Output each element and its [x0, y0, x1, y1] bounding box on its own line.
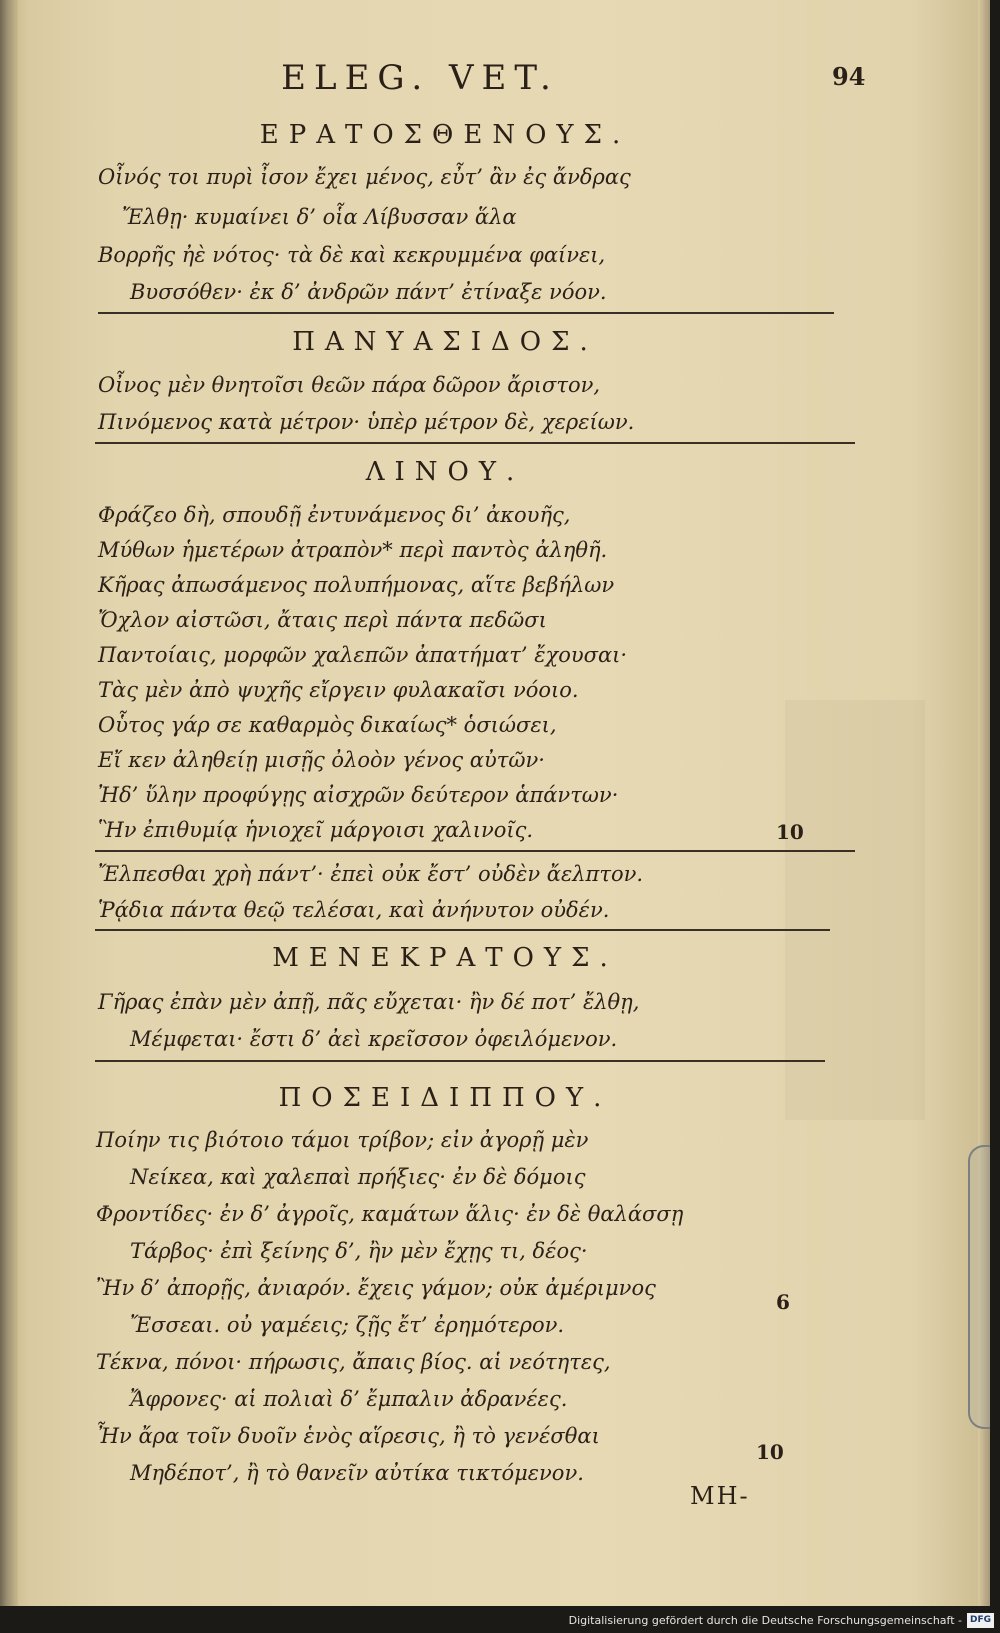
verse-line: Ἣν ἐπιθυμίᾳ ἡνιοχεῖ μάργοισι χαλινοῖς.	[98, 818, 534, 842]
verse-line: Τὰς μὲν ἀπὸ ψυχῆς εἴργειν φυλακαῖσι νόοιο.	[98, 678, 579, 702]
verse-line: Εἴ κεν ἀληθείῃ μισῇς ὀλοὸν γένος αὐτῶν·	[98, 748, 545, 772]
page-clip	[968, 1145, 990, 1429]
section-title-panyasidos: ΠΑΝΥΑΣΙΔΟΣ.	[292, 327, 598, 357]
section-title-linou: ΛΙΝΟΥ.	[365, 457, 525, 487]
footer-credit: Digitalisierung gefördert durch die Deutsche Forschungsgemeinschaft -	[568, 1614, 962, 1627]
folio-number: 94	[832, 62, 866, 91]
verse-line: Οἶνός τοι πυρὶ ἶσον ἔχει μένος, εὖτ’ ἂν ἐς ἄνδρας	[98, 165, 631, 189]
verse-line: Ὄχλον αἰστῶσι, ἄταις περὶ πάντα πεδῶσι	[98, 608, 547, 632]
verse-line: Ῥᾴδια πάντα θεῷ τελέσαι, καὶ ἀνήνυτον οὐδέν.	[98, 898, 610, 922]
verse-line: Ἔσσεαι. οὐ γαμέεις; ζῇς ἔτ’ ἐρημότερον.	[130, 1313, 565, 1337]
verse-line: Οἶνος μὲν θνητοῖσι θεῶν πάρα δῶρον ἄριστον,	[98, 373, 601, 397]
verse-line: Νείκεα, καὶ χαλεπαὶ πρήξιες· ἐν δὲ δόμοις	[130, 1165, 586, 1189]
section-rule	[95, 442, 855, 444]
section-rule	[95, 1060, 825, 1062]
verse-line: Τάρβος· ἐπὶ ξείνης δ’, ἢν μὲν ἔχῃς τι, δέος·	[130, 1239, 588, 1263]
verse-line: Ποίην τις βιότοιο τάμοι τρίβον; εἰν ἀγορῇ μὲν	[96, 1128, 589, 1152]
section-rule	[98, 312, 834, 314]
section-title-eratosthenes: ΕΡΑΤΟΣΘΕΝΟΥΣ.	[259, 120, 631, 150]
verse-line: Πινόμενος κατὰ μέτρον· ὑπὲρ μέτρον δὲ, χερείων.	[98, 410, 635, 434]
section-title-poseidippou: ΠΟΣΕΙΔΙΠΠΟΥ.	[278, 1083, 612, 1113]
verse-line: Ἦν ἄρα τοῖν δυοῖν ἑνὸς αἵρεσις, ἢ τὸ γενέσθαι	[96, 1424, 600, 1448]
section-rule	[95, 850, 855, 852]
show-through-area	[785, 700, 925, 1120]
line-number: 6	[776, 1290, 790, 1314]
line-number: 10	[756, 1440, 784, 1464]
verse-line: Ἢν δ’ ἀπορῇς, ἀνιαρόν. ἔχεις γάμον; οὐκ ἀμέριμνος	[96, 1276, 656, 1300]
footer-bar	[0, 1606, 1000, 1633]
verse-line: Ἔλθῃ· κυμαίνει δ’ οἷα Λίβυσσαν ἅλα	[122, 205, 517, 229]
verse-line: Μέμφεται· ἔστι δ’ ἀεὶ κρεῖσσον ὀφειλόμενον.	[130, 1027, 618, 1051]
verse-line: Ἄφρονες· αἱ πολιαὶ δ’ ἔμπαλιν ἀδρανέες.	[130, 1387, 568, 1411]
line-number: 10	[776, 820, 804, 844]
running-head: ELEG. VET.	[281, 58, 559, 98]
section-rule	[95, 929, 830, 931]
dfg-logo: DFG	[967, 1613, 994, 1628]
verse-line: Φράζεο δὴ, σπουδῇ ἐντυνάμενος δι’ ἀκουῆς,	[98, 503, 571, 527]
verse-line: Φροντίδες· ἐν δ’ ἀγροῖς, καμάτων ἅλις· ἐν δὲ θαλάσσῃ	[96, 1202, 684, 1226]
verse-line: Κῆρας ἀπωσάμενος πολυπήμονας, αἵτε βεβήλων	[98, 573, 615, 597]
verse-line: Γῆρας ἐπὰν μὲν ἀπῇ, πᾶς εὔχεται· ἢν δέ ποτ’ ἔλθῃ,	[98, 990, 640, 1014]
verse-line: Οὗτος γάρ σε καθαρμὸς δικαίως* ὁσιώσει,	[98, 713, 557, 737]
verse-line: Βυσσόθεν· ἐκ δ’ ἀνδρῶν πάντ’ ἐτίναξε νόον.	[130, 280, 607, 304]
verse-line: Βορρῆς ἠὲ νότος· τὰ δὲ καὶ κεκρυμμένα φαίνει,	[98, 243, 606, 267]
verse-line: Μηδέποτ’, ἢ τὸ θανεῖν αὐτίκα τικτόμενον.	[130, 1461, 584, 1485]
verse-line: Ἠδ’ ὕλην προφύγῃς αἰσχρῶν δεύτερον ἁπάντων·	[98, 783, 619, 807]
verse-line: Ἔλπεσθαι χρὴ πάντ’· ἐπεὶ οὐκ ἔστ’ οὐδὲν ἄελπτον.	[98, 862, 644, 886]
verse-line: Μύθων ἡμετέρων ἀτραπὸν* περὶ παντὸς ἀληθῆ.	[98, 538, 608, 562]
verse-line: Τέκνα, πόνοι· πήρωσις, ἄπαις βίος. αἱ νεότητες,	[96, 1350, 611, 1374]
verse-line: Παντοίαις, μορφῶν χαλεπῶν ἀπατήματ’ ἔχουσαι·	[98, 643, 628, 667]
binding-gutter	[0, 0, 18, 1606]
catchword: ΜΗ-	[690, 1482, 750, 1510]
section-title-menekratous: ΜΕΝΕΚΡΑΤΟΥΣ.	[272, 943, 618, 973]
